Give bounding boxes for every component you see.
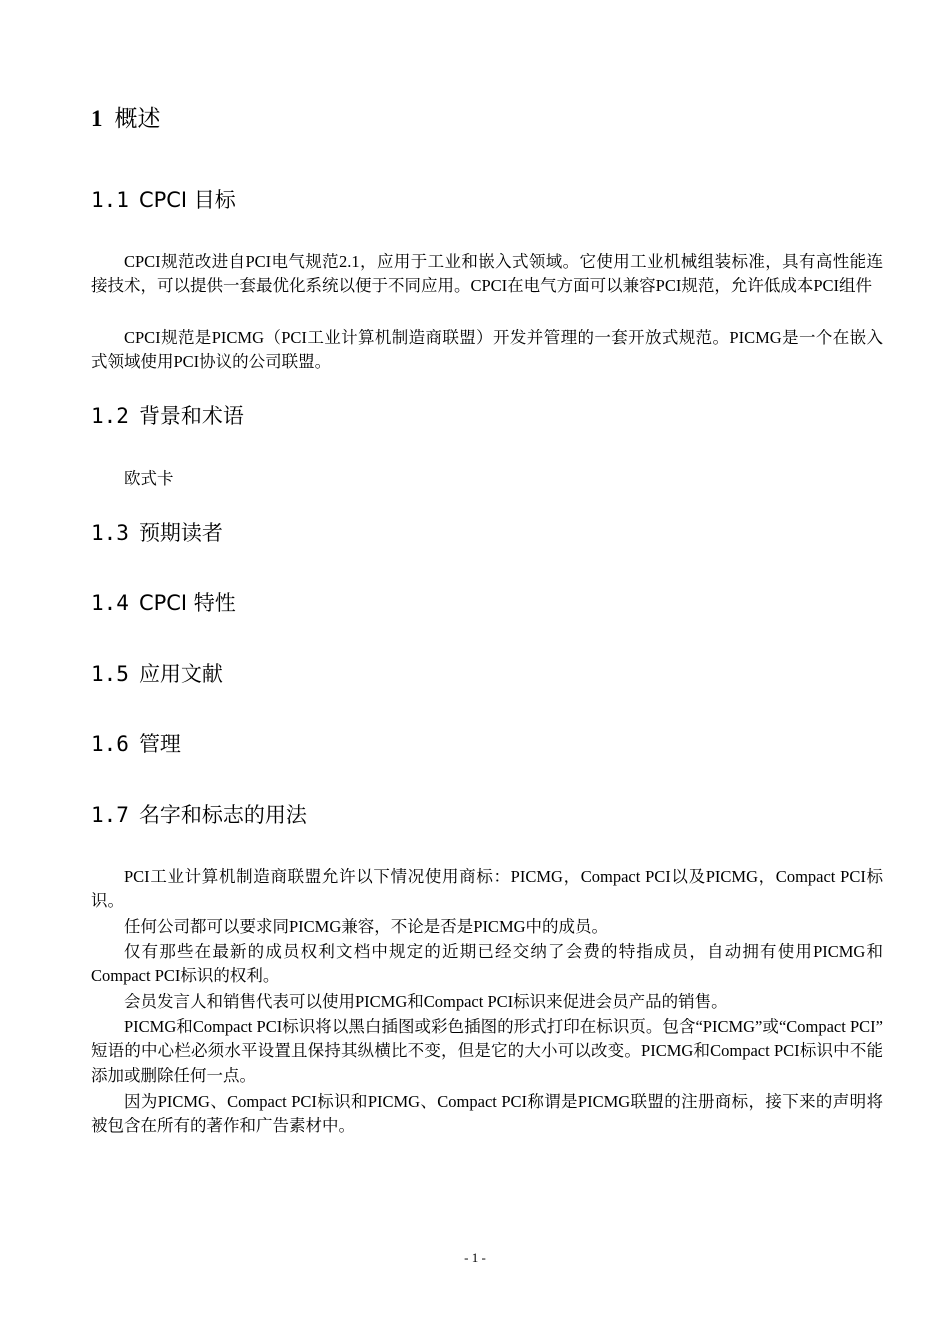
section-heading-1-3: [91, 519, 223, 547]
chapter-title: 概述: [114, 106, 161, 132]
section-number: 1.2: [91, 404, 129, 428]
chapter-heading: [91, 104, 161, 134]
section-heading-1-5: [91, 660, 223, 688]
section-number: 1.1: [91, 188, 129, 212]
section-heading-1-7: [91, 801, 307, 829]
paragraph: 任何公司都可以要求同PICMG兼容，不论是否是PICMG中的成员。: [124, 917, 609, 936]
paragraph: 欧式卡: [124, 469, 174, 488]
section-heading-1-2: [91, 402, 244, 430]
section-heading-1-4: [91, 589, 236, 617]
section-title: CPCI 目标: [138, 188, 236, 212]
page-number: - 1 -: [464, 1250, 486, 1265]
section-number: 1.6: [91, 732, 129, 756]
section-number: 1.5: [91, 662, 129, 686]
section-heading-1-6: [91, 730, 181, 758]
section-title: 管理: [138, 732, 181, 756]
paragraph: CPCI规范改进自PCI电气规范2.1，应用于工业和嵌入式领域。它使用工业机械组装标准，具有高性能连接技术，可以提供一套最优化系统以便于不同应用。CPCI在电气方面可以兼容PCI规范，允许低成本PCI组件: [91, 252, 883, 296]
section-title: 背景和术语: [138, 404, 244, 428]
section-heading-1-1: [91, 186, 236, 214]
chapter-number: 1: [91, 106, 103, 131]
section-title: CPCI 特性: [138, 591, 236, 615]
section-title: 预期读者: [138, 521, 223, 545]
paragraph: 因为PICMG、Compact PCI标识和PICMG、Compact PCI称谓是PICMG联盟的注册商标，接下来的声明将被包含在所有的著作和广告素材中。: [91, 1092, 883, 1136]
paragraph: PICMG和Compact PCI标识将以黑白插图或彩色插图的形式打印在标识页。包含“PICMG”或“Compact PCI” 短语的中心栏必须水平设置且保持其纵横比不变，但是它的大小可以改变。PICMG和Compact PCI标识中不能添加或删除任何一点。: [91, 1017, 883, 1085]
section-title: 名字和标志的用法: [138, 803, 307, 827]
section-number: 1.3: [91, 521, 129, 545]
paragraph: 仅有那些在最新的成员权利文档中规定的近期已经交纳了会费的特指成员，自动拥有使用PICMG和Compact PCI标识的权利。: [91, 942, 883, 986]
section-number: 1.7: [91, 803, 129, 827]
paragraph: CPCI规范是PICMG（PCI工业计算机制造商联盟）开发并管理的一套开放式规范。PICMG是一个在嵌入式领域使用PCI协议的公司联盟。: [91, 328, 883, 372]
paragraph: PCI工业计算机制造商联盟允许以下情况使用商标：PICMG，Compact PCI以及PICMG，Compact PCI标识。: [91, 867, 883, 911]
section-number: 1.4: [91, 591, 129, 615]
section-title: 应用文献: [138, 662, 223, 686]
paragraph: 会员发言人和销售代表可以使用PICMG和Compact PCI标识来促进会员产品的销售。: [124, 992, 728, 1011]
